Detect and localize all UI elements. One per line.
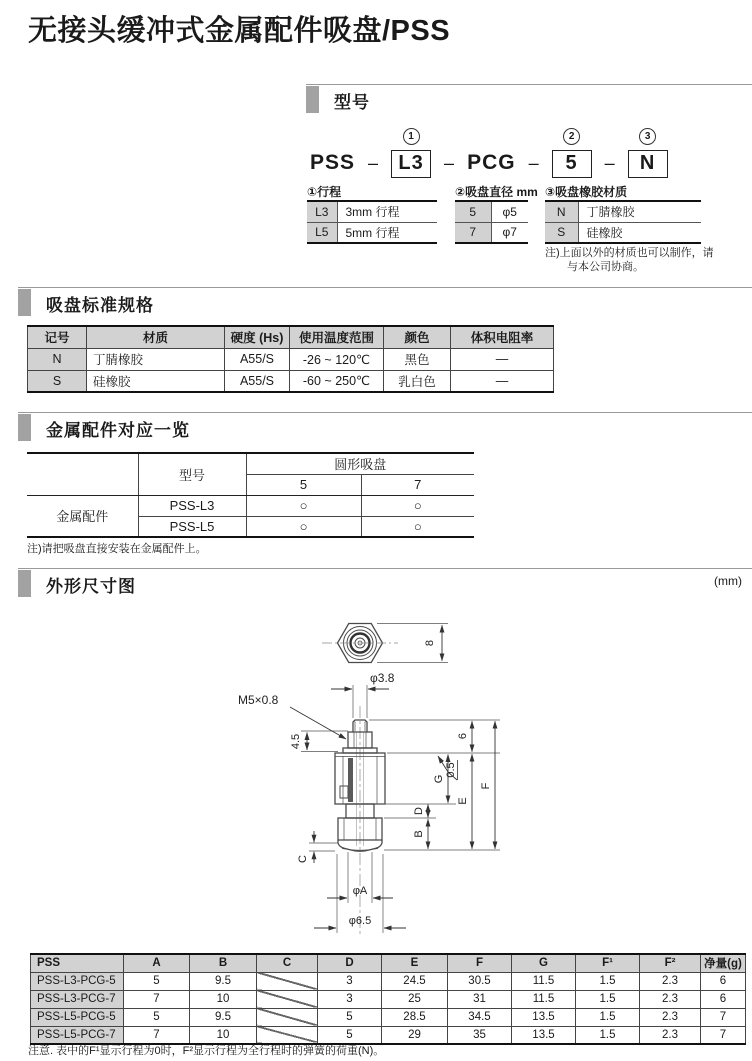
- dim-label-C: C: [297, 855, 309, 863]
- value-cell: 35: [448, 1026, 512, 1044]
- dim-label-B: B: [413, 830, 425, 838]
- value-cell: 9.5: [190, 1008, 257, 1026]
- color-cell: 黑色: [384, 348, 451, 370]
- value-cell: 7: [701, 1026, 746, 1044]
- model-code-dash: –: [444, 153, 455, 173]
- header-cell: PSS: [31, 954, 124, 972]
- value-cell: 5: [124, 1008, 190, 1026]
- value-cell: 2.3: [640, 972, 701, 990]
- group-header-cell: 圆形吸盘: [246, 453, 474, 474]
- value-cell: 29: [382, 1026, 448, 1044]
- dimension-drawing: [180, 600, 560, 952]
- value-cell: 1.5: [576, 972, 640, 990]
- value-cell: 1.5: [576, 990, 640, 1008]
- section-heading-spec: 吸盘标准规格: [46, 296, 154, 315]
- dim-label-dA: φA: [352, 885, 368, 897]
- model-cell: PSS-L3: [138, 495, 246, 516]
- header-cell: 硬度 (Hs): [225, 326, 290, 348]
- header-cell: B: [190, 954, 257, 972]
- value-cell: 5: [318, 1026, 382, 1044]
- blank-cell: [27, 453, 138, 495]
- value-cell: 1.5: [576, 1026, 640, 1044]
- table-row: [31, 1008, 746, 1026]
- model-code-option-material: [628, 128, 668, 178]
- table-row: [31, 1026, 746, 1044]
- dimension-table: [30, 953, 746, 1045]
- compat-cell: ○: [361, 516, 474, 537]
- dim-label-F: F: [480, 782, 492, 790]
- dim-label-G: G: [433, 774, 445, 784]
- table-row: [545, 201, 701, 222]
- model-cell: PSS-L3-PCG-7: [31, 990, 124, 1008]
- model-code-diagram: [310, 126, 668, 178]
- value-cell: 10: [190, 990, 257, 1008]
- header-cell: F: [448, 954, 512, 972]
- model-cell: PSS-L5: [138, 516, 246, 537]
- value-cell: 11.5: [512, 972, 576, 990]
- diagonal-cell: [257, 1008, 318, 1026]
- section-rule: [18, 287, 752, 288]
- material-note-line1: 注)上面以外的材质也可以制作，请: [545, 247, 714, 259]
- section-heading-dims: 外形尺寸图: [46, 577, 136, 596]
- section-marker-icon: [18, 570, 31, 597]
- section-rule: [18, 568, 752, 569]
- value-cell: 6: [701, 990, 746, 1008]
- material-table-title: ③吸盘橡胶材质: [545, 185, 628, 199]
- model-code-box-diameter: 5: [552, 150, 592, 178]
- table-row: [28, 370, 554, 392]
- material-cell: 硅橡胶: [87, 370, 225, 392]
- model-code-prefix: PSS: [310, 151, 356, 174]
- model-header-cell: 型号: [138, 453, 246, 495]
- dim-label-05: 0.5: [445, 762, 457, 778]
- row-label-cell: 金属配件: [27, 495, 138, 537]
- header-cell: 材质: [87, 326, 225, 348]
- model-code-dash: –: [528, 153, 539, 173]
- dim-label-d65: φ6.5: [348, 915, 372, 927]
- stroke-table: [307, 200, 437, 244]
- value-cell: 硅橡胶: [578, 222, 701, 243]
- value-cell: 34.5: [448, 1008, 512, 1026]
- model-cell: PSS-L5-PCG-5: [31, 1008, 124, 1026]
- value-cell: 7: [124, 990, 190, 1008]
- value-cell: 2.3: [640, 990, 701, 1008]
- compat-cell: ○: [246, 495, 361, 516]
- table-row: [545, 222, 701, 243]
- code-cell: N: [545, 201, 578, 222]
- table-row: [455, 222, 528, 243]
- value-cell: 3: [318, 972, 382, 990]
- temp-cell: -60 ~ 250℃: [290, 370, 384, 392]
- header-cell: 使用温度范围: [290, 326, 384, 348]
- table-header-row: [31, 954, 746, 972]
- material-note-line2: 与本公司协商。: [567, 261, 644, 273]
- dim-label-d38: φ3.8: [370, 671, 395, 685]
- header-cell: 体积电阻率: [451, 326, 554, 348]
- value-cell: 7: [124, 1026, 190, 1044]
- hardness-cell: A55/S: [225, 348, 290, 370]
- header-cell: C: [257, 954, 318, 972]
- dim-label-8: 8: [424, 639, 436, 647]
- value-cell: 31: [448, 990, 512, 1008]
- diagonal-cell: [257, 1026, 318, 1044]
- header-cell: 净量(g): [701, 954, 746, 972]
- code-cell: L5: [307, 222, 337, 243]
- value-cell: 7: [701, 1008, 746, 1026]
- value-cell: 2.3: [640, 1008, 701, 1026]
- circled-number-1: 1: [403, 128, 420, 145]
- code-cell: 5: [455, 201, 491, 222]
- value-cell: 3: [318, 990, 382, 1008]
- fitting-note: 注)请把吸盘直接安装在金属配件上。: [27, 543, 207, 555]
- value-cell: 10: [190, 1026, 257, 1044]
- diameter-table: [455, 200, 528, 244]
- code-cell: S: [545, 222, 578, 243]
- temp-cell: -26 ~ 120℃: [290, 348, 384, 370]
- table-row: [31, 972, 746, 990]
- resistivity-cell: —: [451, 348, 554, 370]
- model-code-box-stroke: L3: [391, 150, 431, 178]
- value-cell: 5mm 行程: [337, 222, 437, 243]
- section-heading-fitting: 金属配件对应一览: [46, 421, 190, 440]
- header-cell: D: [318, 954, 382, 972]
- material-table: [545, 200, 701, 244]
- section-marker-icon: [306, 86, 319, 113]
- model-code-series: PCG: [467, 151, 516, 174]
- value-cell: 1.5: [576, 1008, 640, 1026]
- header-cell: F²: [640, 954, 701, 972]
- model-code-dash: –: [368, 153, 379, 173]
- fitting-table: [27, 452, 474, 538]
- header-cell: A: [124, 954, 190, 972]
- section-rule: [18, 412, 752, 413]
- header-cell: 记号: [28, 326, 87, 348]
- model-code-option-stroke: [391, 128, 431, 178]
- table-header-row: [27, 453, 474, 474]
- value-cell: 13.5: [512, 1008, 576, 1026]
- header-cell: 颜色: [384, 326, 451, 348]
- symbol-cell: S: [28, 370, 87, 392]
- color-cell: 乳白色: [384, 370, 451, 392]
- dimension-table-note: 注意. 表中的F¹显示行程为0时，F²显示行程为全行程时的弹簧的荷重(N)。: [28, 1045, 385, 1057]
- dim-label-6: 6: [457, 732, 469, 740]
- value-cell: 3mm 行程: [337, 201, 437, 222]
- value-cell: 5: [318, 1008, 382, 1026]
- code-cell: 7: [455, 222, 491, 243]
- value-cell: 24.5: [382, 972, 448, 990]
- header-cell: G: [512, 954, 576, 972]
- section-heading-model: 型号: [334, 93, 370, 112]
- dim-label-E: E: [457, 797, 469, 805]
- value-cell: φ7: [491, 222, 528, 243]
- model-code-dash: –: [604, 153, 615, 173]
- model-cell: PSS-L3-PCG-5: [31, 972, 124, 990]
- value-cell: 11.5: [512, 990, 576, 1008]
- section-rule: [306, 84, 752, 85]
- size-header-cell: 7: [361, 474, 474, 495]
- value-cell: φ5: [491, 201, 528, 222]
- table-header-row: [28, 326, 554, 348]
- diagonal-cell: [257, 972, 318, 990]
- resistivity-cell: —: [451, 370, 554, 392]
- code-cell: L3: [307, 201, 337, 222]
- header-cell: F¹: [576, 954, 640, 972]
- circled-number-2: 2: [563, 128, 580, 145]
- value-cell: 2.3: [640, 1026, 701, 1044]
- value-cell: 丁腈橡胶: [578, 201, 701, 222]
- value-cell: 5: [124, 972, 190, 990]
- compat-cell: ○: [246, 516, 361, 537]
- value-cell: 25: [382, 990, 448, 1008]
- dim-label-m5: M5×0.8: [238, 693, 279, 707]
- header-cell: E: [382, 954, 448, 972]
- page-title: 无接头缓冲式金属配件吸盘/PSS: [28, 15, 451, 47]
- material-note: [545, 246, 714, 274]
- section-marker-icon: [18, 289, 31, 316]
- table-row: [28, 348, 554, 370]
- value-cell: 6: [701, 972, 746, 990]
- material-cell: 丁腈橡胶: [87, 348, 225, 370]
- dim-label-4-5: 4.5: [290, 733, 302, 750]
- table-row: [307, 222, 437, 243]
- table-row: [455, 201, 528, 222]
- value-cell: 9.5: [190, 972, 257, 990]
- hardness-cell: A55/S: [225, 370, 290, 392]
- model-code-option-diameter: [552, 128, 592, 178]
- value-cell: 13.5: [512, 1026, 576, 1044]
- diameter-table-title: ②吸盘直径 mm: [455, 185, 538, 199]
- circled-number-3: 3: [639, 128, 656, 145]
- compat-cell: ○: [361, 495, 474, 516]
- unit-label: (mm): [714, 574, 742, 588]
- size-header-cell: 5: [246, 474, 361, 495]
- spec-table: [27, 325, 554, 393]
- value-cell: 28.5: [382, 1008, 448, 1026]
- value-cell: 30.5: [448, 972, 512, 990]
- model-code-box-material: N: [628, 150, 668, 178]
- model-cell: PSS-L5-PCG-7: [31, 1026, 124, 1044]
- diagonal-cell: [257, 990, 318, 1008]
- table-row: [307, 201, 437, 222]
- symbol-cell: N: [28, 348, 87, 370]
- dim-label-D: D: [413, 807, 425, 815]
- stroke-table-title: ①行程: [307, 185, 342, 199]
- table-row: [31, 990, 746, 1008]
- section-marker-icon: [18, 414, 31, 441]
- table-row: [27, 495, 474, 516]
